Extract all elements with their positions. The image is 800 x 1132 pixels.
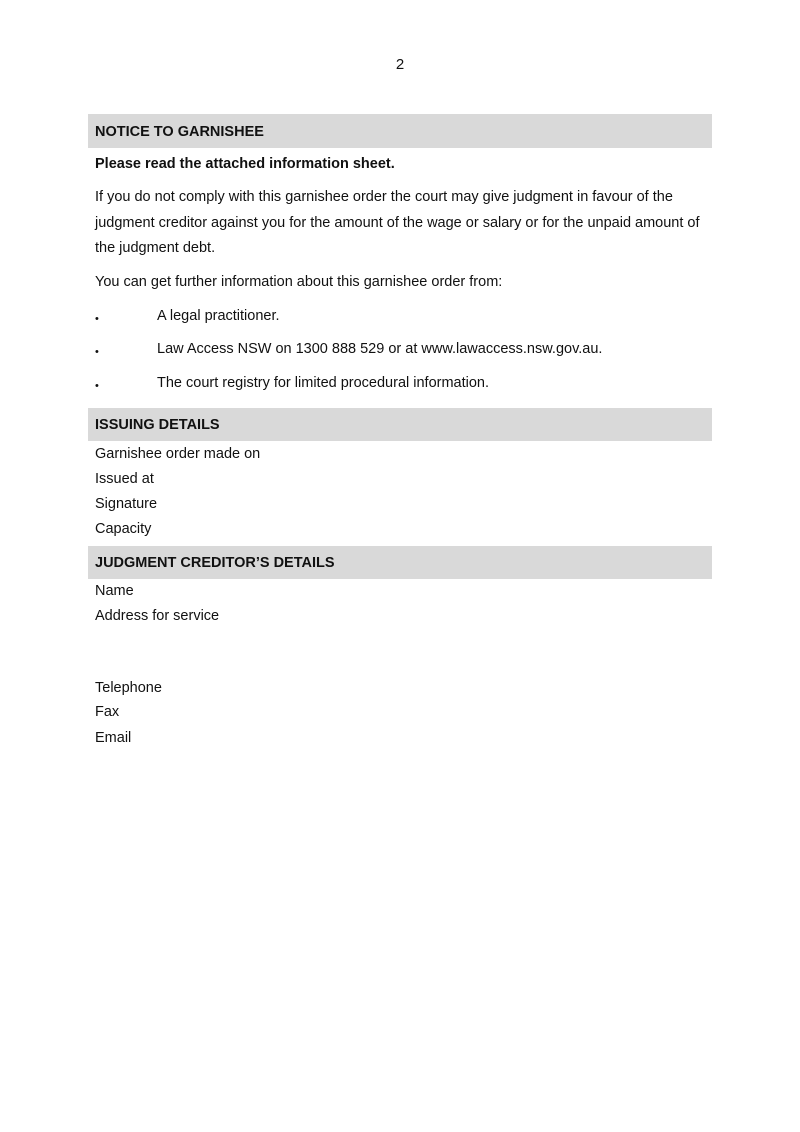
page-number: 2 [395,56,405,73]
creditor-section-header: JUDGMENT CREDITOR’S DETAILS [88,546,712,579]
bullet-marker: • [95,380,99,392]
creditor-field-telephone: Telephone [95,680,162,696]
creditor-field-email: Email [95,730,132,746]
issuing-field-signature: Signature [95,496,158,512]
bullet-item-law-access: Law Access NSW on 1300 888 529 or at www.lawaccess.nsw.gov.au. [157,341,603,357]
notice-paragraph-consequences: If you do not comply with this garnishee order the court may give judgment in favour of the judgment creditor against you for the amount of the wage or salary or for the unpaid amount of the judgment debt. [95,189,700,256]
creditor-field-address: Address for service [95,608,220,624]
notice-paragraph-further-info: You can get further information about this garnishee order from: [95,274,503,290]
issuing-field-order-made-on: Garnishee order made on [95,446,261,462]
notice-instruction: Please read the attached information sheet. [95,156,395,172]
issuing-field-capacity: Capacity [95,521,152,537]
bullet-marker: • [95,313,99,325]
issuing-field-issued-at: Issued at [95,471,154,487]
creditor-field-fax: Fax [95,704,120,720]
notice-section-header: NOTICE TO GARNISHEE [88,114,712,148]
bullet-marker: • [95,346,99,358]
bullet-item-court-registry: The court registry for limited procedural information. [157,375,490,391]
bullet-item-legal-practitioner: A legal practitioner. [157,308,280,324]
issuing-section-header: ISSUING DETAILS [88,408,712,441]
creditor-field-name: Name [95,583,134,599]
